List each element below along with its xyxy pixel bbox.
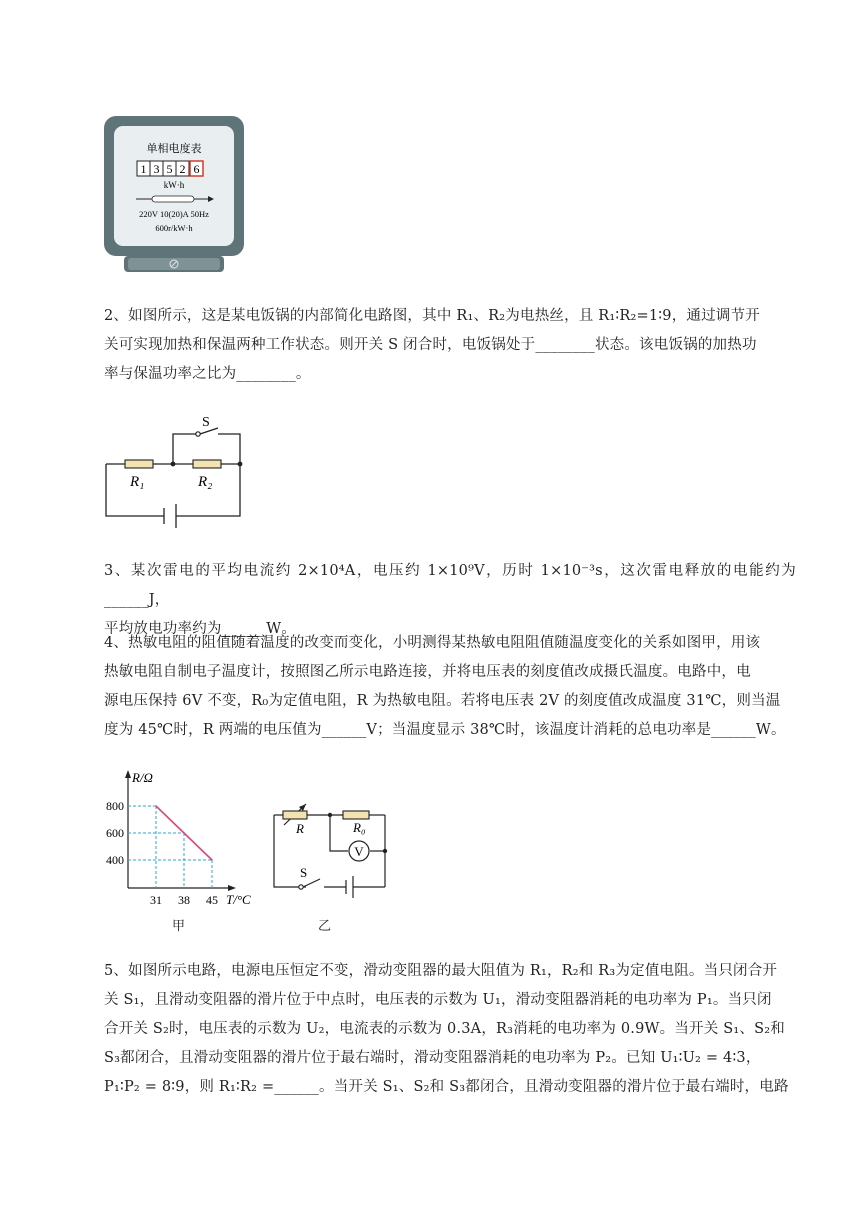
switch-label: S [300, 865, 308, 880]
question-4-line: 热敏电阻自制电子温度计，按照图乙所示电路连接，并将电压表的刻度值改成摄氏温度。电路中，电 [104, 664, 751, 680]
x-tick-label: 31 [150, 893, 162, 907]
question-5-line: S₃都闭合，且滑动变阻器的滑片位于最右端时，滑动变阻器消耗的电功率为 P₂。已知 U₁∶U₂ = 4∶3， [104, 1050, 761, 1066]
data-point [211, 859, 213, 861]
electric-meter-illustration [104, 116, 244, 274]
question-2-line: 率与保温功率之比为________。 [104, 366, 311, 382]
question-5-line: 关 S₁，且滑动变阻器的滑片位于中点时，电压表的示数为 U₁，滑动变阻器消耗的电功率为 P₁。当只闭 [104, 992, 772, 1008]
meter-digit: 1 [140, 162, 147, 176]
chart-svg [96, 768, 266, 938]
question-4-line: 源电压保持 6V 不变，R₀为定值电阻，R 为热敏电阻。若将电压表 2V 的刻度值改成温度 31℃，则当温 [104, 693, 781, 709]
meter-unit: kW·h [163, 180, 185, 190]
thermometer-circuit-diagram [266, 795, 396, 935]
question-2-line: 2、如图所示，这是某电饭锅的内部简化电路图，其中 R₁、R₂为电热丝，且 R₁∶R₂=1∶9，通过调节开 [104, 308, 760, 324]
question-4-line: 4、热敏电阻的阻值随着温度的改变而变化，小明测得某热敏电阻阻值随温度变化的关系如图甲，用该 [104, 635, 761, 651]
x-tick-label: 45 [206, 893, 218, 907]
resistance-temperature-graph [96, 768, 266, 938]
thermistor-label: R [296, 821, 304, 836]
question-4 [104, 629, 796, 745]
meter-digit: 6 [193, 162, 200, 176]
circuit-svg [100, 410, 250, 530]
question-2-line: 关可实现加热和保温两种工作状态。则开关 S 闭合时，电饭锅处于________状态。该电饭锅的加热功 [104, 337, 757, 353]
resistor-r2 [193, 460, 221, 468]
question-5 [104, 957, 796, 1102]
resistor-r0-label: R₀ [353, 820, 366, 835]
circuit-svg [266, 795, 396, 905]
meter-disk-window [152, 196, 194, 202]
meter-digit: 5 [166, 162, 173, 176]
y-tick-label: 800 [106, 799, 124, 813]
figure-jia-label: 甲 [172, 919, 186, 934]
electric-meter-figure [104, 116, 244, 274]
data-point [183, 832, 185, 834]
thermistor-r [283, 811, 307, 819]
question-5-line: P₁∶P₂ = 8∶9，则 R₁∶R₂ =______。当开关 S₁、S₂和 S₃都闭合，且滑动变阻器的滑片位于最右端时，电路 [104, 1079, 789, 1095]
x-tick-label: 38 [178, 893, 190, 907]
question-2 [104, 302, 796, 389]
question-3-line: 平均放电功率约为______W。 [104, 621, 297, 637]
resistor-r1 [125, 460, 153, 468]
figure-yi-label: 乙 [318, 919, 332, 934]
question-5-line: 5、如图所示电路，电源电压恒定不变，滑动变阻器的最大阻值为 R₁，R₂和 R₃为定值电阻。当只闭合开 [104, 963, 778, 979]
switch-label: S [202, 415, 210, 430]
y-axis-label: R/Ω [132, 770, 153, 785]
resistor-r1-label: R₁ [130, 474, 145, 490]
question-5-line: 合开关 S₂时，电压表的示数为 U₂，电流表的示数为 0.3A，R₃消耗的电功率为 0.9W。当开关 S₁、S₂和 [104, 1021, 785, 1037]
meter-title: 单相电度表 [146, 143, 202, 155]
meter-digit: 2 [179, 162, 186, 176]
x-axis-label: T/°C [226, 892, 251, 907]
data-point [155, 805, 157, 807]
y-tick-label: 600 [106, 826, 124, 840]
y-tick-label: 400 [106, 853, 124, 867]
resistor-r2-label: R₂ [198, 474, 213, 490]
meter-constant: 600r/kW·h [155, 223, 193, 233]
rice-cooker-circuit-diagram [100, 410, 250, 530]
question-4-line: 度为 45℃时，R 两端的电压值为______V；当温度显示 38℃时，该温度计消耗的总电功率是______W。 [104, 722, 786, 738]
meter-rating: 220V 10(20)A 50Hz [139, 209, 209, 219]
meter-digit: 3 [153, 162, 160, 176]
resistor-r0 [343, 811, 369, 819]
question-3-line: 3、某次雷电的平均电流约 2×10⁴A，电压约 1×10⁹V，历时 1×10⁻³s，这次雷电释放的电能约为______J， [104, 563, 796, 608]
voltmeter-label: V [354, 844, 364, 859]
